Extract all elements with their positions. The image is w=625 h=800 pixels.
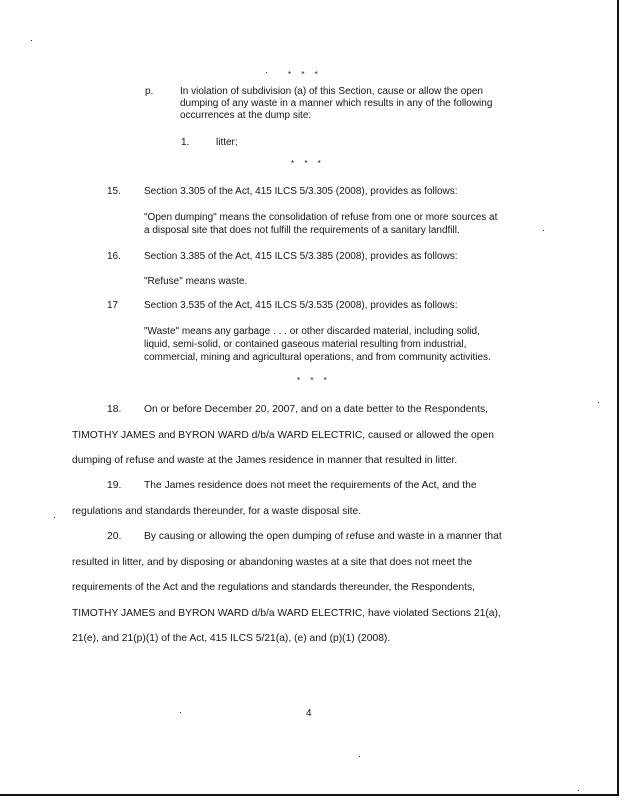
page-number: 4	[306, 708, 312, 719]
para-18-line-2: TIMOTHY JAMES and BYRON WARD d/b/a WARD ELECTRIC, caused or allowed the open	[72, 430, 494, 441]
para-15-quote-line-2: a disposal site that does not fulfill the requirements of a sanitary landfill.	[144, 225, 460, 236]
para-19-number: 19.	[107, 480, 122, 491]
subsection-p-line-2: dumping of any waste in a manner which results in any of the following	[180, 98, 493, 109]
para-18-line-1: On or before December 20, 2007, and on a date better to the Respondents,	[144, 404, 489, 415]
para-15-quote-line-1: "Open dumping" means the consolidation of refuse from one or more sources at	[144, 212, 498, 223]
scan-speck	[359, 756, 360, 757]
scan-speck	[266, 72, 267, 73]
ellipsis-stars-mid: * * *	[291, 159, 325, 168]
scan-speck	[578, 790, 579, 791]
scan-speck	[543, 230, 544, 231]
subsection-p-line-1: In violation of subdivision (a) of this Section, cause or allow the open	[180, 86, 483, 97]
ellipsis-stars-top: * * *	[288, 70, 322, 79]
scan-speck	[180, 712, 181, 713]
para-15-heading: Section 3.305 of the Act, 415 ILCS 5/3.305 (2008), provides as follows:	[144, 186, 458, 197]
item-1-text: litter;	[216, 137, 238, 148]
para-17-heading: Section 3.535 of the Act, 415 ILCS 5/3.535 (2008), provides as follows:	[144, 300, 458, 311]
para-17-quote-line-2: liquid, semi-solid, or contained gaseous material resulting from industrial,	[144, 339, 467, 350]
para-17-quote-line-3: commercial, mining and agricultural operations, and from community activities.	[144, 352, 491, 363]
ellipsis-stars-bottom: * * *	[297, 376, 331, 385]
para-16-quote: "Refuse" means waste.	[144, 276, 248, 287]
para-19-line-1: The James residence does not meet the requirements of the Act, and the	[144, 480, 477, 491]
para-20-line-1: By causing or allowing the open dumping of refuse and waste in a manner that	[144, 531, 502, 542]
para-20-line-5: 21(e), and 21(p)(1) of the Act, 415 ILCS 5/21(a), (e) and (p)(1) (2008).	[72, 633, 391, 644]
scan-speck	[54, 517, 55, 518]
scan-speck	[598, 402, 599, 403]
para-19-line-2: regulations and standards thereunder, for a waste disposal site.	[72, 506, 362, 517]
para-20-line-4: TIMOTHY JAMES and BYRON WARD d/b/a WARD ELECTRIC, have violated Sections 21(a),	[72, 608, 501, 619]
para-17-number: 17	[107, 300, 119, 311]
item-1-number: 1.	[181, 137, 190, 148]
para-17-quote-line-1: "Waste" means any garbage . . . or other discarded material, including solid,	[144, 326, 480, 337]
para-16-heading: Section 3.385 of the Act, 415 ILCS 5/3.385 (2008), provides as follows:	[144, 251, 458, 262]
subsection-p-label: p.	[145, 86, 154, 97]
para-18-line-3: dumping of refuse and waste at the James residence in manner that resulted in litter.	[72, 455, 458, 466]
para-20-number: 20.	[107, 531, 122, 542]
para-18-number: 18.	[107, 404, 122, 415]
para-20-line-2: resulted in litter, and by disposing or abandoning wastes at a site that does not meet the	[72, 557, 473, 568]
para-15-number: 15.	[107, 186, 121, 197]
para-20-line-3: requirements of the Act and the regulations and standards thereunder, the Respondents,	[72, 582, 475, 593]
para-16-number: 16.	[107, 251, 121, 262]
scan-speck	[31, 40, 32, 41]
subsection-p-line-3: occurrences at the dump site:	[180, 110, 312, 121]
